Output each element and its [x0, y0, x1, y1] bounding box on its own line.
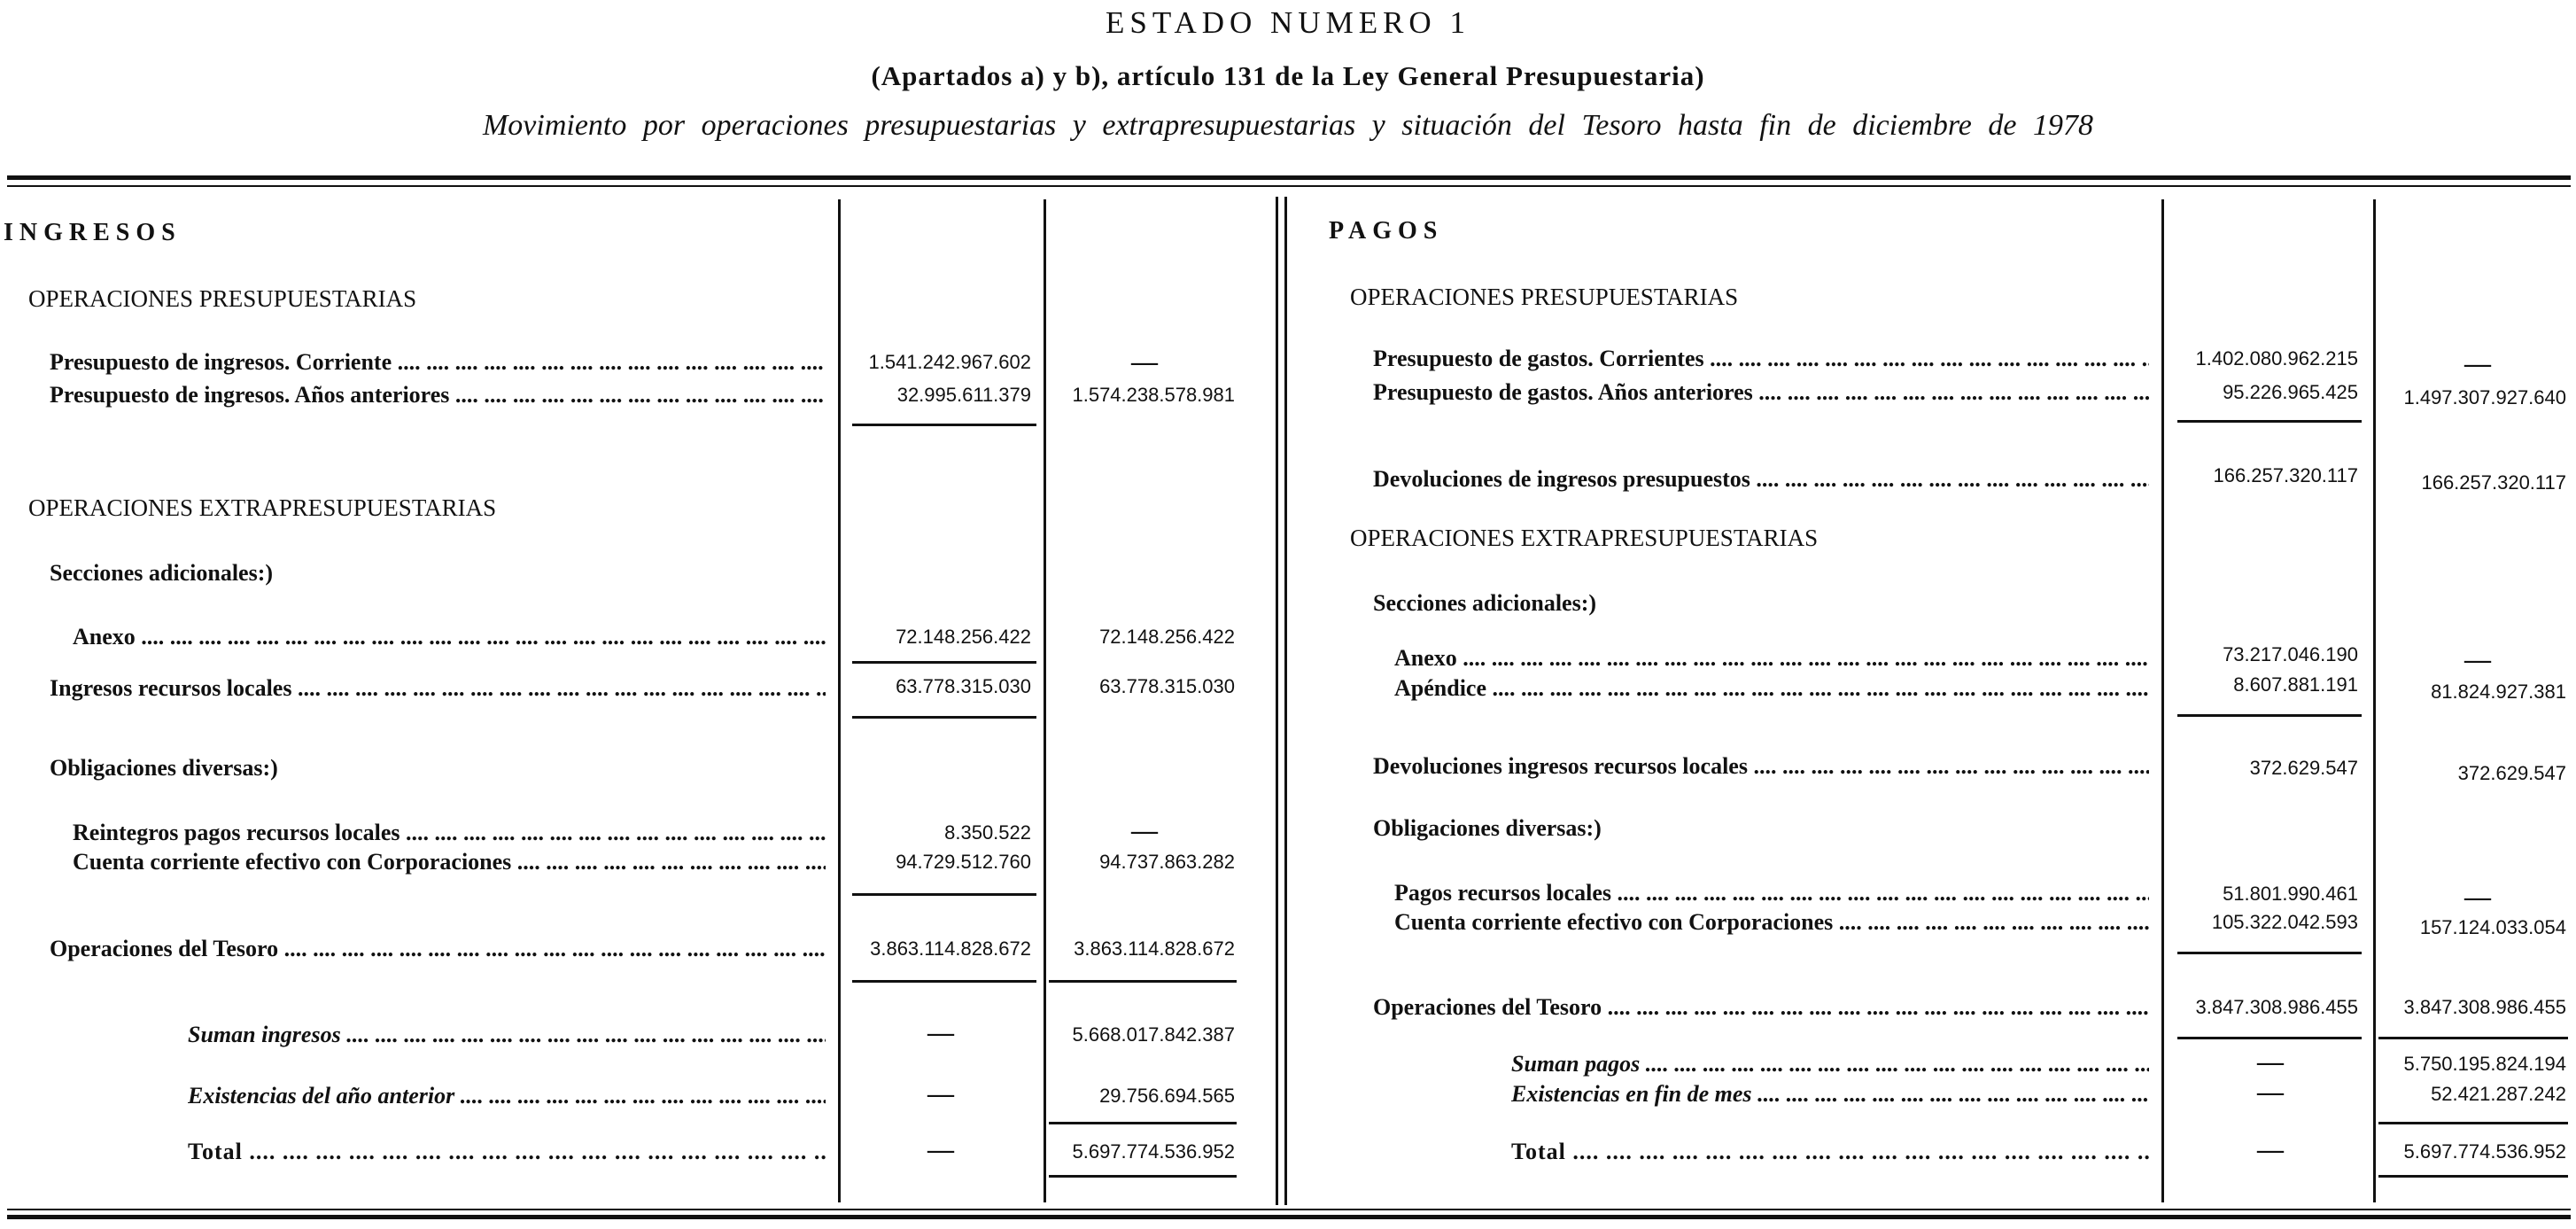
- ingresos-tesoro-label: Operaciones del Tesoro ....: [50, 936, 826, 962]
- ingresos-presupuesto-anteriores-amount: 32.995.611.379: [896, 384, 1031, 406]
- pagos-tesoro-total: 3.847.308.986.455: [2403, 996, 2566, 1018]
- ingresos-op-extrapresupuestarias: OPERACIONES EXTRAPRESUPUESTARIAS: [28, 494, 497, 521]
- total-col-rule: [2378, 1175, 2568, 1178]
- pagos-apendice-total: 81.824.927.381: [2431, 681, 2566, 703]
- pagos-cuenta-corriente-amount: 105.322.042.593: [2211, 911, 2358, 933]
- pagos-cuenta-corriente-label: Cuenta corriente efectivo con Corporaciones ....: [1394, 909, 2149, 936]
- pagos-recursos-locales-total: —: [2464, 883, 2491, 912]
- ingresos-cuenta-corriente-amount: 94.729.512.760: [896, 851, 1031, 873]
- pagos-apendice-label: Apéndice ....: [1394, 675, 2149, 702]
- ingresos-anexo-label: Anexo ....: [73, 624, 826, 650]
- ingresos-presupuesto-corriente-label: Presupuesto de ingresos. Corriente ....: [50, 349, 826, 376]
- ingresos-recursos-locales-amount: 63.778.315.030: [896, 675, 1031, 697]
- ingresos-cuenta-corriente-total: 94.737.863.282: [1099, 851, 1235, 873]
- bottom-rule-thick: [7, 1215, 2571, 1219]
- total-col-rule: [2378, 1122, 2568, 1124]
- pagos-devoluciones-locales-label: Devoluciones ingresos recursos locales ....: [1373, 753, 2149, 780]
- ingresos-presupuesto-anteriores-label: Presupuesto de ingresos. Años anteriores ....: [50, 382, 826, 408]
- total-col-rule: [1049, 1122, 1237, 1124]
- pagos-total-label: Total ....: [1511, 1139, 2149, 1165]
- subtotal-rule: [2177, 1037, 2362, 1039]
- pagos-suman-label: Suman pagos ....: [1511, 1051, 2149, 1077]
- ingresos-suman-total: 5.668.017.842.387: [1072, 1023, 1235, 1046]
- ingresos-reintegros-amount: 8.350.522: [944, 821, 1031, 844]
- pagos-suman-amount: —: [2257, 1047, 2284, 1077]
- ingresos-obligaciones-diversas: Obligaciones diversas:): [50, 755, 278, 781]
- pagos-devoluciones-amount: 166.257.320.117: [2213, 464, 2358, 486]
- subtotal-rule: [2177, 952, 2362, 954]
- subtotal-rule: [852, 716, 1036, 719]
- center-divider-left: [1276, 197, 1278, 1205]
- pagos-anexo-label: Anexo ....: [1394, 645, 2149, 672]
- pagos-existencias-total: 52.421.287.242: [2431, 1083, 2566, 1105]
- total-col-rule: [2378, 1037, 2568, 1039]
- center-divider-right: [1284, 197, 1287, 1205]
- ingresos-presupuesto-corriente-amount: 1.541.242.967.602: [868, 351, 1031, 373]
- subtotal-rule: [2177, 714, 2362, 717]
- ingresos-total-label: Total ....: [188, 1139, 826, 1165]
- pagos-suman-total: 5.750.195.824.194: [2403, 1053, 2566, 1075]
- pagos-recursos-locales-label: Pagos recursos locales ....: [1394, 880, 2149, 906]
- pagos-op-presupuestarias: OPERACIONES PRESUPUESTARIAS: [1350, 284, 1739, 310]
- subtotal-rule: [852, 661, 1036, 664]
- ingresos-cuenta-corriente-label: Cuenta corriente efectivo con Corporaciones ....: [73, 849, 826, 875]
- pagos-recursos-locales-amount: 51.801.990.461: [2223, 883, 2358, 905]
- ingresos-suman-label: Suman ingresos ....: [188, 1022, 826, 1048]
- total-col-rule: [1049, 1175, 1237, 1178]
- ingresos-tesoro-amount: 3.863.114.828.672: [870, 937, 1031, 960]
- pagos-gastos-anteriores-total: 1.497.307.927.640: [2403, 386, 2566, 408]
- pagos-cuenta-corriente-total: 157.124.033.054: [2419, 916, 2566, 938]
- pagos-anexo-amount: 73.217.046.190: [2223, 643, 2358, 665]
- document-description: Movimiento por operaciones presupuestarias y extrapresupuestarias y situación del Tesoro hasta fin de diciembre de 1978: [482, 109, 2093, 142]
- pagos-heading: PAGOS: [1329, 217, 1444, 245]
- pagos-gastos-corrientes-amount: 1.402.080.962.215: [2195, 347, 2358, 369]
- ingresos-suman-amount: —: [927, 1018, 954, 1047]
- ingresos-reintegros-total: —: [1131, 816, 1158, 845]
- ingresos-existencias-total: 29.756.694.565: [1099, 1085, 1235, 1107]
- ingresos-anexo-amount: 72.148.256.422: [896, 626, 1031, 648]
- pagos-total-amount: —: [2257, 1135, 2284, 1164]
- pagos-amount-col-line: [2161, 199, 2164, 1202]
- pagos-devoluciones-label: Devoluciones de ingresos presupuestos ....: [1373, 466, 2149, 493]
- pagos-devoluciones-locales-amount: 372.629.547: [2249, 757, 2358, 779]
- pagos-apendice-amount: 8.607.881.191: [2233, 673, 2358, 696]
- pagos-existencias-label: Existencias en fin de mes ....: [1511, 1081, 2149, 1108]
- pagos-secciones-adicionales: Secciones adicionales:): [1373, 590, 1597, 616]
- ingresos-secciones-adicionales: Secciones adicionales:): [50, 560, 274, 586]
- subtotal-rule: [2177, 420, 2362, 423]
- ingresos-op-presupuestarias: OPERACIONES PRESUPUESTARIAS: [28, 285, 417, 312]
- ingresos-reintegros-label: Reintegros pagos recursos locales ....: [73, 820, 826, 846]
- subtotal-rule: [852, 893, 1036, 896]
- pagos-tesoro-label: Operaciones del Tesoro ....: [1373, 994, 2149, 1021]
- ingresos-recursos-locales-label: Ingresos recursos locales ....: [50, 675, 826, 702]
- subtotal-rule: [852, 424, 1036, 426]
- ingresos-total-col-line: [1044, 199, 1046, 1202]
- pagos-gastos-anteriores-amount: 95.226.965.425: [2223, 381, 2358, 403]
- subtotal-rule: [852, 980, 1036, 983]
- pagos-devoluciones-total: 166.257.320.117: [2421, 471, 2566, 494]
- pagos-total-col-line: [2373, 199, 2376, 1202]
- pagos-existencias-amount: —: [2257, 1077, 2284, 1107]
- ingresos-heading: INGRESOS: [4, 219, 182, 246]
- pagos-gastos-corrientes-total: —: [2464, 349, 2491, 378]
- pagos-anexo-total: —: [2464, 645, 2491, 674]
- pagos-op-extrapresupuestarias: OPERACIONES EXTRAPRESUPUESTARIAS: [1350, 525, 1819, 551]
- pagos-total-total: 5.697.774.536.952: [2403, 1140, 2566, 1163]
- ingresos-presupuesto-corriente-total: —: [1131, 347, 1158, 377]
- ingresos-total-total: 5.697.774.536.952: [1072, 1140, 1235, 1163]
- document-subtitle: (Apartados a) y b), artículo 131 de la Ley General Presupuestaria): [871, 60, 1705, 91]
- ingresos-presupuesto-anteriores-total: 1.574.238.578.981: [1072, 384, 1235, 406]
- ingresos-recursos-locales-total: 63.778.315.030: [1099, 675, 1235, 697]
- ingresos-anexo-total: 72.148.256.422: [1099, 626, 1235, 648]
- top-rule-thick: [7, 175, 2571, 180]
- ingresos-total-amount: —: [927, 1135, 954, 1164]
- pagos-gastos-corrientes-label: Presupuesto de gastos. Corrientes ....: [1373, 346, 2149, 372]
- ingresos-existencias-label: Existencias del año anterior ....: [188, 1083, 826, 1109]
- ingresos-tesoro-total: 3.863.114.828.672: [1074, 937, 1235, 960]
- pagos-gastos-anteriores-label: Presupuesto de gastos. Años anteriores ....: [1373, 379, 2149, 406]
- bottom-rule-thin: [7, 1209, 2571, 1210]
- pagos-tesoro-amount: 3.847.308.986.455: [2195, 996, 2358, 1018]
- ingresos-amount-col-line: [838, 199, 841, 1202]
- total-col-rule: [1049, 980, 1237, 983]
- pagos-devoluciones-locales-total: 372.629.547: [2457, 762, 2566, 784]
- top-rule-thin: [7, 185, 2571, 187]
- document-title: ESTADO NUMERO 1: [1106, 5, 1470, 40]
- pagos-obligaciones-diversas: Obligaciones diversas:): [1373, 815, 1602, 841]
- ingresos-existencias-amount: —: [927, 1079, 954, 1108]
